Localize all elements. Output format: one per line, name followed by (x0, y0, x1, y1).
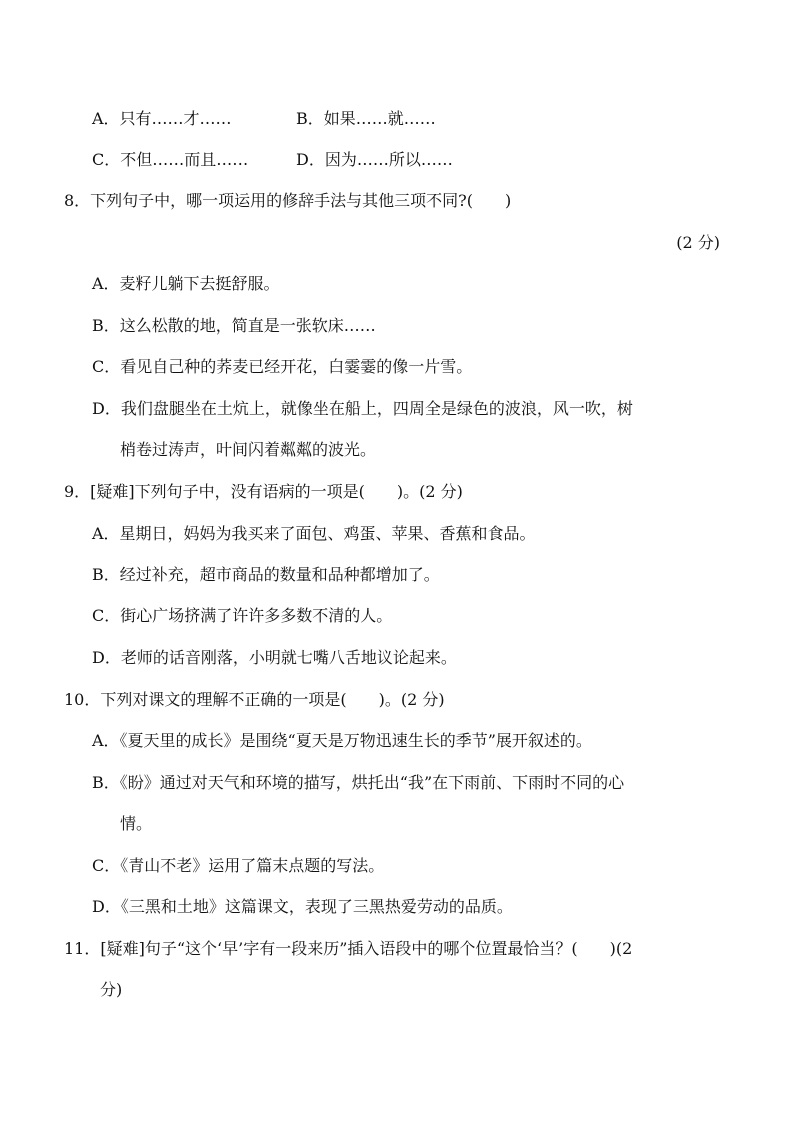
q10-option-c: C．《青山不老》运用了篇末点题的写法。 (92, 856, 385, 875)
q10-option-b: B．《盼》通过对天气和环境的描写，烘托出“我”在下雨前、下雨时不同的心 (92, 773, 625, 792)
q10-option-d: D．《三黑和土地》这篇课文，表现了三黑热爱劳动的品质。 (92, 897, 513, 916)
q10-option-a: A．《夏天里的成长》是围绕“夏天是万物迅速生长的季节”展开叙述的。 (92, 731, 592, 750)
q7-option-a: A．只有……才…… (92, 109, 232, 128)
q7-option-b: B．如果……就…… (296, 109, 436, 128)
q8-option-c: C．看见自己种的荞麦已经开花，白霎霎的像一片雪。 (92, 357, 473, 376)
q7-option-d: D．因为……所以…… (296, 150, 453, 169)
q9-option-a: A．星期日，妈妈为我买来了面包、鸡蛋、苹果、香蕉和食品。 (92, 524, 536, 543)
q8-option-b: B．这么松散的地，简直是一张软床…… (92, 316, 376, 335)
q10-stem: 10．下列对课文的理解不正确的一项是( )。(2 分) (64, 690, 445, 709)
q9-option-c: C．街心广场挤满了许许多多数不清的人。 (92, 606, 393, 625)
q8-option-d: D．我们盘腿坐在土炕上，就像坐在船上，四周全是绿色的波浪，风一吹，树 (92, 399, 633, 418)
q9-option-b: B．经过补充，超市商品的数量和品种都增加了。 (92, 565, 440, 584)
q11-stem: 11．[疑难]句子“这个‘早’字有一段来历”插入语段中的哪个位置最恰当？( )(2 (64, 939, 633, 958)
q8-option-a: A．麦籽儿躺下去挺舒服。 (92, 274, 280, 293)
q10-option-b-continuation: 情。 (120, 814, 153, 833)
q11-stem-continuation: 分) (100, 980, 123, 999)
q8-option-d-continuation: 梢卷过涛声，叶间闪着粼粼的波光。 (120, 440, 377, 459)
q9-option-d: D．老师的话音刚落，小明就七嘴八舌地议论起来。 (92, 648, 457, 667)
q8-score: (2 分) (676, 233, 720, 252)
q7-option-c: C．不但……而且…… (92, 150, 249, 169)
q8-stem: 8．下列句子中，哪一项运用的修辞手法与其他三项不同?( ) (64, 191, 512, 210)
q9-stem: 9．[疑难]下列句子中，没有语病的一项是( )。(2 分) (64, 482, 463, 501)
